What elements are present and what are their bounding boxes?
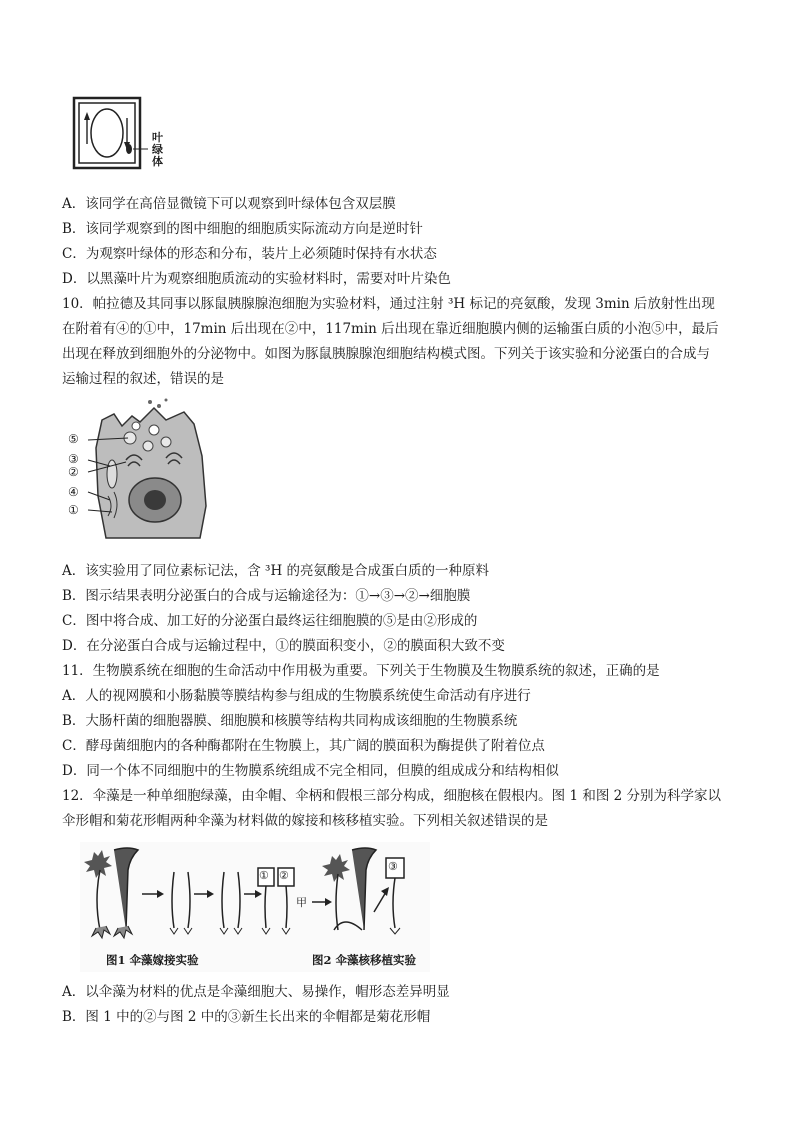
caption-fig2: 图2 伞藻核移植实验 (312, 953, 417, 967)
q11-option-a: A．人的视网膜和小肠黏膜等膜结构参与组成的生物膜系统使生命活动有序进行 (62, 688, 531, 704)
acinar-label-3: ③ (68, 452, 79, 466)
acinar-cell-figure (62, 396, 232, 546)
q9-option-a: A．该同学在高倍显微镜下可以观察到叶绿体包含双层膜 (62, 196, 396, 212)
acetabularia-figure (80, 842, 430, 972)
acinar-label-5: ⑤ (68, 432, 79, 446)
caption-fig1: 图1 伞藻嫁接实验 (106, 953, 199, 967)
acinar-label-1: ① (68, 503, 79, 517)
graft-box-1: ① (259, 869, 269, 882)
q10-stem-line-4: 运输过程的叙述，错误的是 (62, 371, 224, 387)
q9-option-d: D．以黑藻叶片为观察细胞质流动的实验材料时，需要对叶片染色 (62, 271, 451, 287)
q10-option-a: A．该实验用了同位素标记法，含 ³H 的亮氨酸是合成蛋白质的一种原料 (62, 563, 490, 579)
chloroplast-cell-figure (72, 94, 172, 174)
q11-option-c: C．酵母菌细胞内的各种酶都附在生物膜上，其广阔的膜面积为酶提供了附着位点 (62, 738, 545, 754)
q11-stem: 11．生物膜系统在细胞的生命活动中作用极为重要。下列关于生物膜及生物膜系统的叙述，正确的是 (62, 663, 660, 679)
acinar-label-2: ② (68, 465, 79, 479)
q12-stem-line-2: 伞形帽和菊花形帽两种伞藻为材料做的嫁接和核移植实验。下列相关叙述错误的是 (62, 813, 548, 829)
q12-option-a: A．以伞藻为材料的优点是伞藻细胞大、易操作，帽形态差异明显 (62, 984, 450, 1000)
q12-stem-line-1: 12．伞藻是一种单细胞绿藻，由伞帽、伞柄和假根三部分构成，细胞核在假根内。图 1 和图 2 分别为科学家以 (62, 788, 722, 804)
q10-option-c: C．图中将合成、加工好的分泌蛋白最终运往细胞膜的⑤是由②形成的 (62, 613, 478, 629)
graft-box-2: ② (279, 869, 289, 882)
q11-option-d: D．同一个体不同细胞中的生物膜系统组成不完全相同，但膜的组成成分和结构相似 (62, 763, 559, 779)
q9-option-c: C．为观察叶绿体的形态和分布，装片上必须随时保持有水状态 (62, 246, 437, 262)
acinar-label-4: ④ (68, 485, 79, 499)
transplant-box-3: ③ (388, 860, 398, 873)
q10-option-d: D．在分泌蛋白合成与运输过程中，①的膜面积变小，②的膜面积大致不变 (62, 638, 505, 654)
q10-stem-line-3: 出现在释放到细胞外的分泌物中。如图为豚鼠胰腺腺泡细胞结构模式图。下列关于该实验和分泌蛋白的合成与 (62, 346, 710, 362)
q12-option-b: B．图 1 中的②与图 2 中的③新生长出来的伞帽都是菊花形帽 (62, 1009, 431, 1025)
q9-option-b: B．该同学观察到的图中细胞的细胞质实际流动方向是逆时针 (62, 221, 423, 237)
q11-option-b: B．大肠杆菌的细胞器膜、细胞膜和核膜等结构共同构成该细胞的生物膜系统 (62, 713, 518, 729)
q10-option-b: B．图示结果表明分泌蛋白的合成与运输途径为：①→③→②→细胞膜 (62, 588, 471, 604)
label-jia: 甲 (296, 896, 307, 909)
q10-stem-line-1: 10．帕拉德及其同事以豚鼠胰腺腺泡细胞为实验材料，通过注射 ³H 标记的亮氨酸，发现 3min 后放射性出现 (62, 296, 715, 312)
chloroplast-label: 叶绿体 (152, 131, 163, 168)
q10-stem-line-2: 在附着有④的①中，17min 后出现在②中，117min 后出现在靠近细胞膜内侧的运输蛋白质的小泡⑤中，最后 (62, 321, 719, 337)
